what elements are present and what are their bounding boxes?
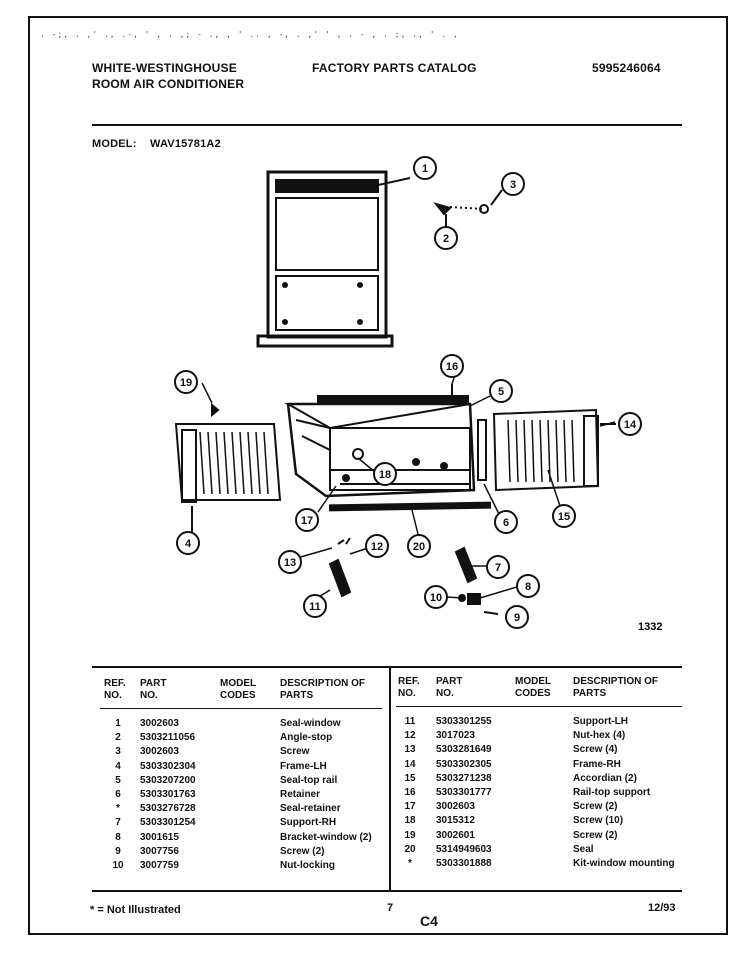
part-number: 3015312 [436, 815, 475, 827]
part-description: Seal [573, 843, 594, 855]
callout-18 [374, 463, 396, 485]
header-codes-left: MODEL CODES [220, 678, 256, 701]
part-number: 3017023 [436, 730, 475, 742]
table-row [0, 715, 750, 729]
header-part-right: PART NO. [436, 676, 463, 699]
ref-number: 20 [404, 843, 416, 855]
ref-number: 3 [115, 746, 121, 758]
part-description: Seal-window [280, 718, 341, 729]
ref-number: 18 [404, 815, 416, 827]
header-part-left: PART NO. [140, 678, 167, 701]
part-description: Seal-top rail [280, 774, 338, 786]
table-row [0, 814, 750, 828]
table-row [0, 857, 750, 871]
part-description: Screw [280, 746, 310, 758]
brand-line1: WHITE-WESTINGHOUSE [92, 61, 237, 75]
model-label: MODEL: [92, 138, 137, 150]
part-number: 5314949603 [436, 843, 492, 855]
part-number: 5303276728 [140, 803, 196, 815]
callout-7 [487, 556, 509, 578]
ref-number: 10 [112, 860, 124, 871]
page-number: 7 [387, 902, 394, 914]
svg-text:11: 11 [309, 601, 321, 613]
callout-20 [408, 535, 430, 557]
svg-text:7: 7 [494, 562, 502, 574]
part-number: 3002603 [140, 746, 179, 758]
ref-number: 15 [404, 772, 416, 784]
part-description: Seal-retainer [280, 803, 341, 815]
part-description: Screw (2) [280, 845, 325, 857]
header-underline-right [396, 706, 682, 707]
part-description: Support-LH [573, 716, 628, 727]
table-row [0, 729, 750, 743]
callout-11 [304, 595, 326, 617]
svg-text:3: 3 [509, 179, 517, 191]
part-description: Retainer [280, 789, 321, 800]
callout-17 [296, 509, 318, 531]
header-ref-left: REF. NO. [104, 678, 126, 701]
header-ref-right: REF. NO. [398, 676, 420, 699]
svg-text:20: 20 [412, 541, 426, 553]
part-number: 3002601 [436, 829, 475, 841]
model-value: WAV15781A2 [150, 138, 221, 150]
part-description: Kit-window mounting [573, 858, 675, 869]
callout-12 [366, 535, 388, 557]
svg-text:19: 19 [179, 377, 193, 389]
header-desc-left: DESCRIPTION OF PARTS [280, 678, 366, 701]
part-number: 3001615 [140, 831, 179, 843]
table-row [0, 786, 750, 800]
table-row [0, 800, 750, 814]
ref-number: 14 [404, 758, 416, 770]
ref-number: * [408, 858, 412, 869]
table-row [0, 829, 750, 843]
part-description: Screw (2) [573, 801, 618, 813]
part-description: Rail-top support [573, 787, 651, 798]
part-description: Screw (10) [573, 815, 624, 827]
footnote: * = Not Illustrated [90, 904, 181, 916]
ref-number: 13 [404, 744, 416, 756]
ref-number: 2 [115, 732, 121, 744]
ref-number: 16 [404, 787, 416, 798]
svg-text:6: 6 [502, 517, 510, 529]
svg-text:8: 8 [524, 581, 532, 593]
right-frame-accordion [494, 410, 616, 490]
svg-text:1: 1 [421, 163, 429, 175]
part-description: Frame-LH [280, 760, 327, 772]
part-number: 3002603 [436, 801, 475, 813]
table-row [0, 758, 750, 772]
svg-text:16: 16 [445, 361, 459, 373]
ref-number: 11 [404, 716, 416, 727]
part-number: 3002603 [140, 718, 179, 729]
table-row [0, 743, 750, 757]
angle-stop-parts [436, 190, 502, 228]
ref-number: 4 [115, 760, 121, 772]
part-number: 5303302304 [140, 760, 196, 772]
part-number: 5303301777 [436, 787, 492, 798]
table-row [0, 772, 750, 786]
window-panel [258, 172, 410, 346]
part-description: Accordian (2) [573, 772, 637, 784]
part-description: Nut-locking [280, 860, 335, 871]
ref-number: * [116, 803, 120, 815]
callout-5 [490, 380, 512, 402]
part-number: 3007759 [140, 860, 179, 871]
ref-number: 7 [115, 817, 121, 829]
page-code: C4 [420, 913, 438, 929]
brand-line2: ROOM AIR CONDITIONER [92, 77, 245, 91]
part-description: Frame-RH [573, 758, 621, 770]
catalog-number: 5995246064 [592, 61, 661, 75]
svg-text:17: 17 [300, 515, 314, 527]
callout-15 [553, 505, 575, 527]
ref-number: 1 [115, 718, 121, 729]
svg-text:4: 4 [184, 538, 192, 550]
callout-19 [175, 371, 197, 393]
diagram-id-number: 1332 [638, 621, 663, 633]
svg-text:10: 10 [429, 592, 443, 604]
callout-10 [425, 586, 447, 608]
header-desc-right: DESCRIPTION OF PARTS [573, 676, 659, 699]
svg-text:12: 12 [370, 541, 384, 553]
svg-text:14: 14 [623, 419, 637, 431]
table-top-rule [92, 666, 682, 668]
table-bottom-rule [92, 890, 682, 892]
left-frame-accordion [176, 405, 280, 532]
ref-number: 8 [115, 831, 121, 843]
svg-text:5: 5 [497, 386, 505, 398]
svg-text:18: 18 [378, 469, 392, 481]
ref-number: 9 [115, 845, 121, 857]
table-row [0, 843, 750, 857]
callout-4 [177, 532, 199, 554]
callout-1 [414, 157, 436, 179]
part-description: Screw (2) [573, 829, 618, 841]
part-number: 3007756 [140, 845, 179, 857]
sleeve-cabinet [288, 384, 490, 510]
part-description: Support-RH [280, 817, 337, 829]
part-description: Screw (4) [573, 744, 618, 756]
svg-text:2: 2 [442, 233, 450, 245]
part-number: 5303211056 [140, 732, 196, 744]
callout-14 [619, 413, 641, 435]
callout-13 [279, 551, 301, 573]
part-description: Angle-stop [280, 732, 333, 744]
catalog-title: FACTORY PARTS CATALOG [312, 61, 477, 75]
ref-number: 6 [115, 789, 121, 800]
callout-16 [441, 355, 463, 377]
part-number: 5303271238 [436, 772, 492, 784]
header-codes-right: MODEL CODES [515, 676, 551, 699]
svg-text:15: 15 [557, 511, 571, 523]
callout-9 [506, 606, 528, 628]
part-number: 5303207200 [140, 774, 196, 786]
part-description: Bracket-window (2) [280, 831, 372, 843]
scan-noise: . -;, . ,' ., .-, ' , . ,; - ., , ' .. , -, . ,' ' , . - , . ;, ., ' . , [40, 30, 459, 39]
part-number: 5303281649 [436, 744, 492, 756]
part-description: Nut-hex (4) [573, 730, 626, 742]
callout-6 [495, 511, 517, 533]
part-number: 5303302305 [436, 758, 492, 770]
svg-text:13: 13 [283, 557, 297, 569]
ref-number: 17 [404, 801, 416, 813]
revision-date: 12/93 [648, 902, 676, 914]
header-underline-left [100, 708, 382, 709]
ref-number: 19 [404, 829, 416, 841]
part-number: 5303301888 [436, 858, 492, 869]
callout-3 [502, 173, 524, 195]
part-number: 5303301763 [140, 789, 196, 800]
callout-2 [435, 227, 457, 249]
ref-number: 5 [115, 774, 121, 786]
ref-number: 12 [404, 730, 416, 742]
part-number: 5303301255 [436, 716, 492, 727]
callout-8 [517, 575, 539, 597]
svg-text:9: 9 [513, 612, 521, 624]
part-number: 5303301254 [140, 817, 196, 829]
